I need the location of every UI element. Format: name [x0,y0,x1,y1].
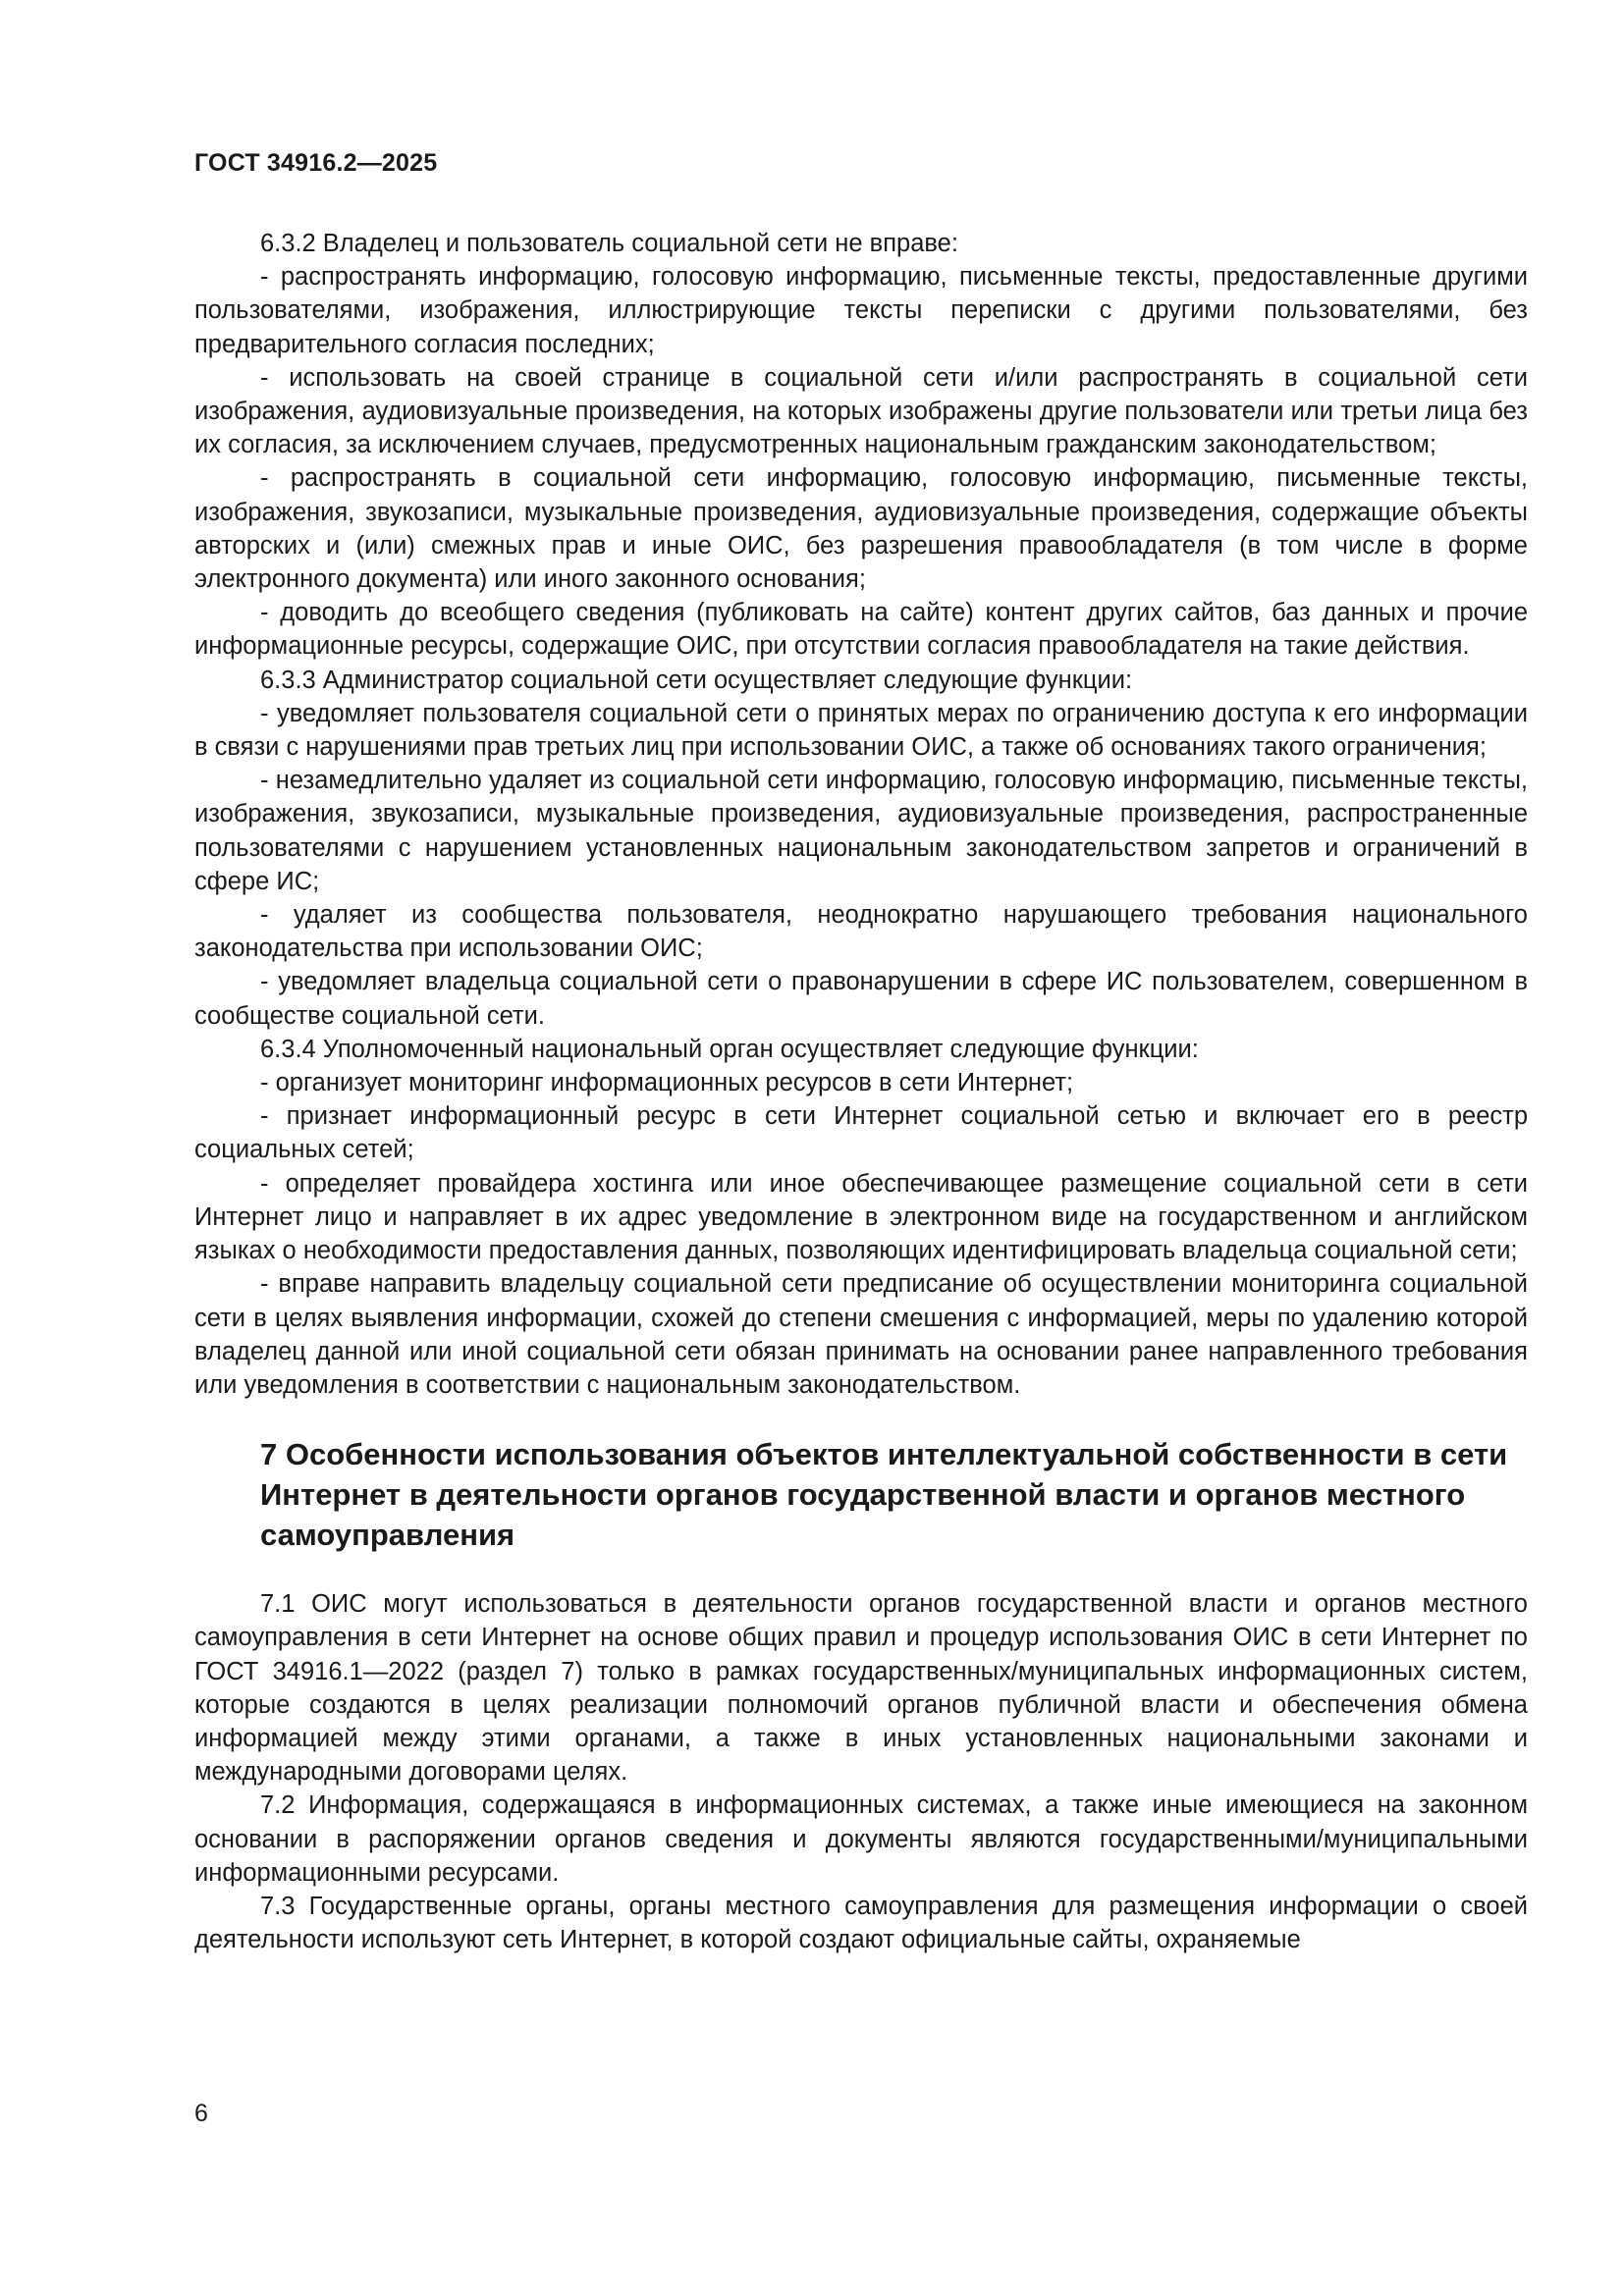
list-item: - распространять информацию, голосовую информацию, письменные тексты, предоставленные другими пользователями, изображения, иллюстрирующие тексты переписки с другими пользователями, без предварительного согласия последних; [194,263,1528,358]
list-item: - организует мониторинг информационных ресурсов в сети Интернет; [260,1069,1074,1097]
paragraph-6-3-3: 6.3.3 Администратор социальной сети осуществляет следующие функции: [260,666,1133,694]
document-code-header: ГОСТ 34916.2—2025 [194,149,438,177]
page-number: 6 [194,2100,208,2127]
section-7-heading: 7 Особенности использования объектов интеллектуальной собственности в сети Интернет в деятельности органов государственной власти и органов местного самоуправления [260,1437,1508,1553]
list-item: - доводить до всеобщего сведения (публиковать на сайте) контент других сайтов, баз данных и прочие информационные ресурсы, содержащие ОИС, при отсутствии согласия правообладателя на такие действия. [194,599,1528,661]
list-item: - распространять в социальной сети информацию, голосовую информацию, письменные тексты, изображения, звукозаписи, музыкальные произведения, аудиовизуальные произведения, содержащие объекты авторских и (или) смежных прав и иные ОИС, без разрешения правообладателя (в том числе в форме электронного документа) или иного законного основания; [194,464,1528,594]
list-item: - незамедлительно удаляет из социальной сети информацию, голосовую информацию, письменные тексты, изображения, звукозаписи, музыкальные произведения, аудиовизуальные произведения, распространенные пользователями с нарушением установленных национальным законодательством запретов и ограничений в сфере ИС; [194,767,1528,895]
page-body [194,227,1528,1956]
paragraph-7-1: 7.1 ОИС могут использоваться в деятельности органов государственной власти и органов местного самоуправления в сети Интернет на основе общих правил и процедур использования ОИС в сети Интернет по ГОСТ 34916.1—2022 (раздел 7) только в рамках государственных/муниципальных информационных систем, которые создаются в целях реализации полномочий органов публичной власти и обеспечения обмена информацией между этими органами, а также в иных установленных национальными законами и международными договорами целях. [194,1590,1528,1787]
paragraph-6-3-2: 6.3.2 Владелец и пользователь социальной сети не вправе: [260,230,958,257]
list-item: - удаляет из сообщества пользователя, неоднократно нарушающего требования национального законодательства при использовании ОИС; [194,901,1528,963]
list-item: - уведомляет пользователя социальной сети о принятых мерах по ограничению доступа к его информации в связи с нарушениями прав третьих лиц при использовании ОИС, а также об основаниях такого ограничения; [194,699,1528,762]
list-item: - вправе направить владельцу социальной сети предписание об осуществлении мониторинга социальной сети в целях выявления информации, схожей до степени смешения с информацией, меры по удалению которой владелец данной или иной социальной сети обязан принимать на основании ранее направленного требования или уведомления в соответствии с национальным законодательством. [194,1270,1528,1399]
list-item: - уведомляет владельца социальной сети о правонарушении в сфере ИС пользователем, совершенном в сообществе социальной сети. [194,968,1528,1030]
list-item: - признает информационный ресурс в сети Интернет социальной сетью и включает его в реестр социальных сетей; [194,1102,1528,1164]
paragraph-7-3: 7.3 Государственные органы, органы местного самоуправления для размещения информации о своей деятельности используют сеть Интернет, в которой создают официальные сайты, охраняемые [194,1892,1528,1954]
paragraph-7-2: 7.2 Информация, содержащаяся в информационных системах, а также иные имеющиеся на законном основании в распоряжении органов сведения и документы являются государственными/муниципальными информационными ресурсами. [194,1791,1528,1887]
list-item: - определяет провайдера хостинга или иное обеспечивающее размещение социальной сети в сети Интернет лицо и направляет в их адрес уведомление в электронном виде на государственном и английском языках о необходимости предоставления данных, позволяющих идентифицировать владельца социальной сети; [194,1169,1528,1265]
list-item: - использовать на своей странице в социальной сети и/или распространять в социальной сети изображения, аудиовизуальные произведения, на которых изображены другие пользователи или третьи лица без их согласия, за исключением случаев, предусмотренных национальным гражданским законодательством; [194,363,1528,459]
paragraph-6-3-4: 6.3.4 Уполномоченный национальный орган осуществляет следующие функции: [260,1035,1199,1063]
